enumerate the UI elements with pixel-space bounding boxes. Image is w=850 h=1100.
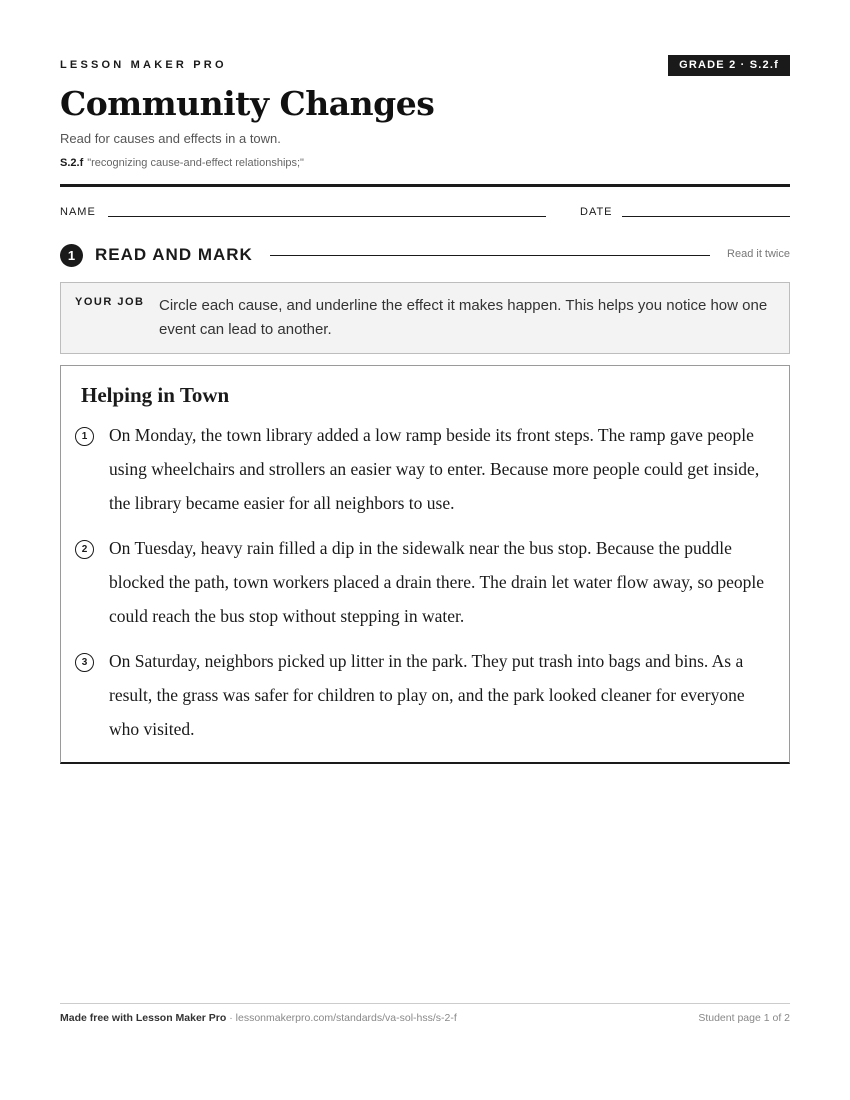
page-subtitle: Read for causes and effects in a town. [60,131,281,146]
section-rule [270,255,710,256]
name-field[interactable] [108,216,546,217]
reading-passage [60,365,790,764]
paragraph-number: 2 [75,540,94,559]
name-date-row [60,204,790,220]
instructions-text: Circle each cause, and underline the effect it makes happen. This helps you notice how one event can lead to another. [159,297,768,338]
passage-title: Helping in Town [81,383,230,407]
grade-badge: GRADE 2 · S.2.f [668,55,790,76]
paragraph-number: 1 [75,427,94,446]
paragraph-text: On Monday, the town library added a low ramp beside its front steps. The ramp gave people using wheelchairs and strollers an easier way to enter. Because more people could get inside, the library became easier for all neighbors to use. [109,425,760,513]
standard-code: S.2.f [60,157,84,169]
brand-name: LESSON MAKER PRO [60,59,227,71]
footer-made-by: Made free with Lesson Maker Pro [60,1012,227,1024]
standard-text: "recognizing cause-and-effect relationships;" [87,157,304,169]
section-number: 1 [60,244,83,267]
footer-page-number: Student page 1 of 2 [698,1012,790,1024]
instructions-box [60,282,790,354]
paragraph-text: On Saturday, neighbors picked up litter in the park. They put trash into bags and bins. As a result, the grass was safer for children to play on, and the park looked cleaner for everyone who visited. [109,651,745,739]
paragraph-text: On Tuesday, heavy rain filled a dip in the sidewalk near the bus stop. Because the puddle blocked the path, town workers placed a drain there. The drain let water flow away, so people could reach the bus stop without stepping in water. [109,538,765,626]
date-field[interactable] [622,216,790,217]
worksheet-page [60,0,790,1100]
section-title: READ AND MARK [95,245,253,264]
footer-credit [60,1012,457,1024]
footer-divider [60,1003,790,1004]
standard-line [60,157,304,169]
name-label: NAME [60,206,96,218]
footer-url: · lessonmakerpro.com/standards/va-sol-hss/s-2-f [226,1012,457,1024]
instructions-label: YOUR JOB [75,296,145,308]
page-title: Community Changes [60,84,435,123]
header-divider [60,184,790,187]
section-note: Read it twice [727,248,790,260]
date-label: DATE [580,206,613,218]
section-header [60,244,790,268]
paragraph-number: 3 [75,653,94,672]
